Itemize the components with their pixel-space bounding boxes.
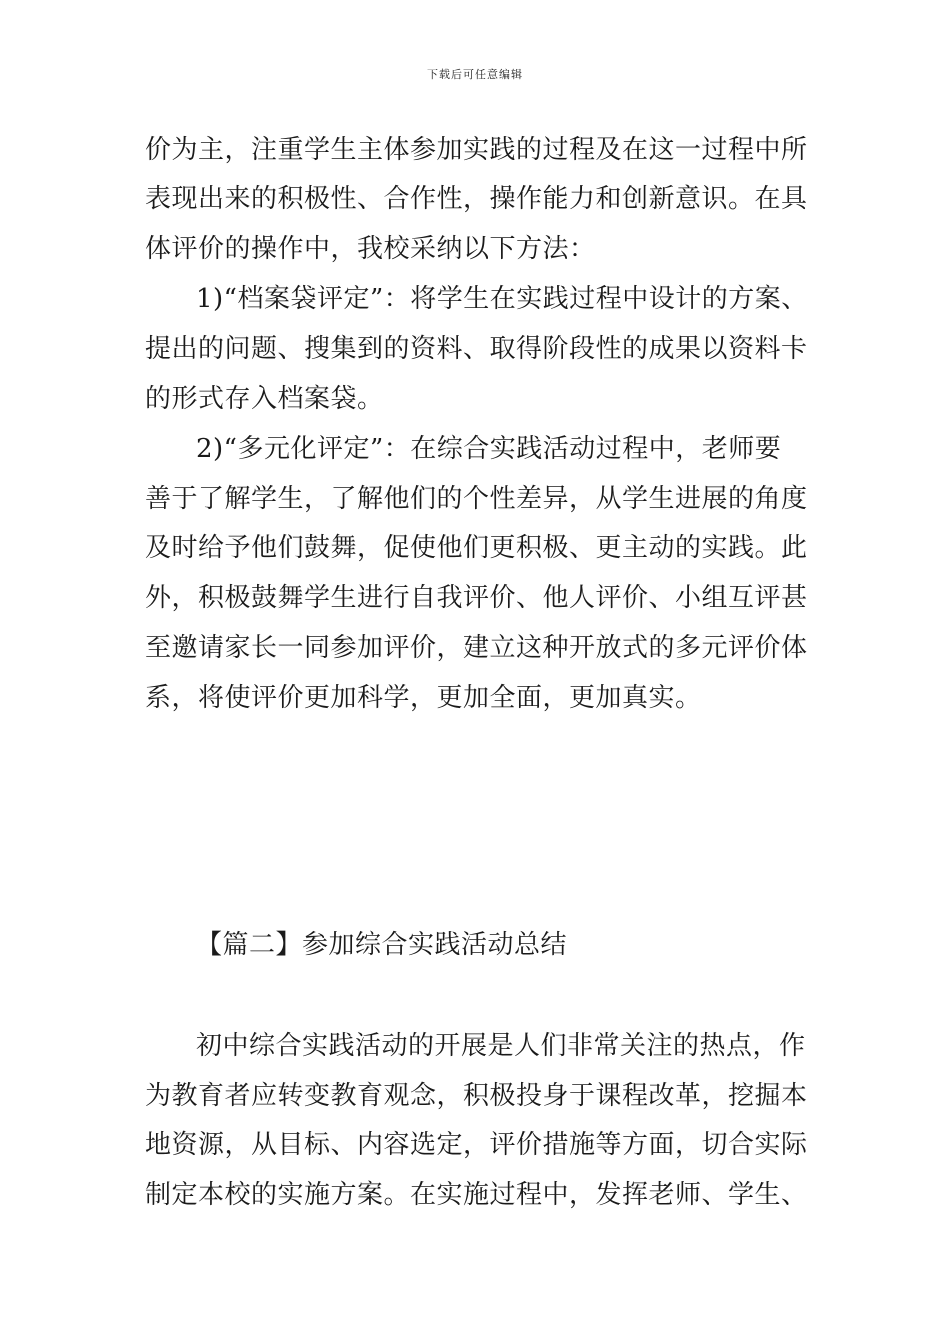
text-line: 价为主，注重学生主体参加实践的过程及在这一过程中所 [145,135,808,165]
text-line: 体评价的操作中，我校采纳以下方法： [145,234,596,264]
text-line: 善于了解学生，了解他们的个性差异，从学生进展的角度 [145,484,808,514]
text-line: 为教育者应转变教育观念，积极投身于课程改革，挖掘本 [145,1081,808,1111]
text-line: 1)“档案袋评定”：将学生在实践过程中设计的方案、 [196,284,808,314]
text-line: 至邀请家长一同参加评价，建立这种开放式的多元评价体 [145,633,808,663]
text-line: 初中综合实践活动的开展是人们非常关注的热点，作 [196,1031,806,1061]
text-line: 2)“多元化评定”：在综合实践活动过程中，老师要 [196,434,782,464]
text-line: 地资源，从目标、内容选定，评价措施等方面，切合实际 [145,1130,808,1160]
text-line: 制定本校的实施方案。在实施过程中，发挥老师、学生、 [145,1180,808,1210]
section-title: 【篇二】参加综合实践活动总结 [196,930,568,960]
text-line: 提出的问题、搜集到的资料、取得阶段性的成果以资料卡 [145,334,808,364]
text-line: 的形式存入档案袋。 [145,384,384,414]
text-line: 外，积极鼓舞学生进行自我评价、他人评价、小组互评甚 [145,583,808,613]
page-header: 下载后可任意编辑 [427,68,523,81]
text-line: 系，将使评价更加科学，更加全面，更加真实。 [145,683,702,713]
text-line: 及时给予他们鼓舞，促使他们更积极、更主动的实践。此 [145,533,808,563]
text-line: 表现出来的积极性、合作性，操作能力和创新意识。在具 [145,184,808,214]
